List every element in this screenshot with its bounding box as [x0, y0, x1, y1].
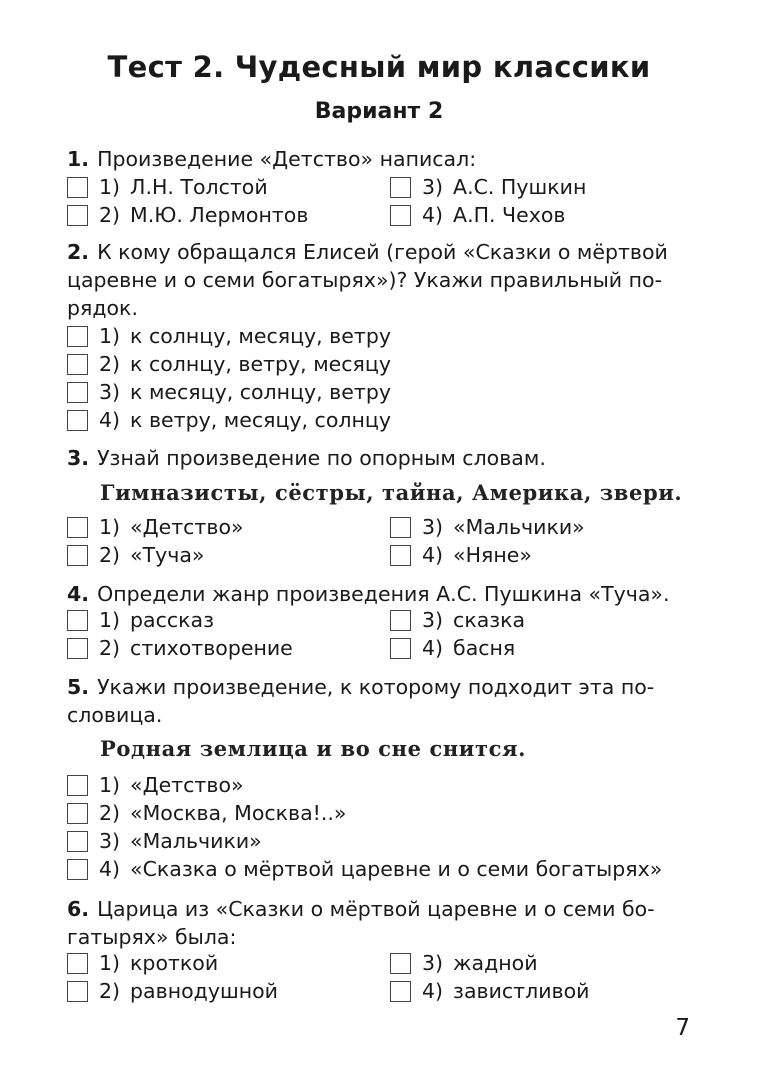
q6-option-1[interactable]: 1) кроткой	[67, 951, 218, 975]
q2-option-3[interactable]: 3) к месяцу, солнцу, ветру	[67, 380, 391, 404]
answer-checkbox[interactable]	[390, 205, 411, 226]
question-text: рядок.	[67, 296, 138, 320]
q3-option-3[interactable]: 3) «Мальчики»	[390, 515, 585, 539]
answer-checkbox[interactable]	[390, 953, 411, 974]
q5-option-3[interactable]: 3) «Мальчики»	[67, 829, 262, 853]
answer-checkbox[interactable]	[390, 177, 411, 198]
q3-option-1[interactable]: 1) «Детство»	[67, 515, 244, 539]
variant-heading: Вариант 2	[314, 99, 444, 124]
answer-checkbox[interactable]	[67, 803, 88, 824]
q4-option-1[interactable]: 1) рассказ	[67, 608, 214, 632]
answer-checkbox[interactable]	[67, 354, 88, 375]
q6-option-2[interactable]: 2) равнодушной	[67, 979, 278, 1003]
answer-checkbox[interactable]	[67, 410, 88, 431]
question-text: Произведение «Детство» написал:	[97, 147, 477, 171]
answer-checkbox[interactable]	[67, 638, 88, 659]
answer-checkbox[interactable]	[67, 517, 88, 538]
answer-checkbox[interactable]	[390, 545, 411, 566]
question-text: Определи жанр произведения А.С. Пушкина «Туча».	[97, 582, 670, 606]
q1-option-4[interactable]: 4) А.П. Чехов	[390, 203, 565, 227]
clue-words: Гимназисты, сёстры, тайна, Америка, звери.	[100, 480, 683, 505]
question-6	[67, 895, 693, 951]
q4-option-4[interactable]: 4) басня	[390, 636, 515, 660]
question-text: Царица из «Сказки о мёртвой царевне и о семи бо-	[97, 897, 655, 921]
q2-option-1[interactable]: 1) к солнцу, месяцу, ветру	[67, 324, 391, 348]
question-text: Укажи произведение, к которому подходит эта по-	[97, 675, 655, 699]
question-text: гатырях» была:	[67, 925, 237, 949]
q4-option-2[interactable]: 2) стихотворение	[67, 636, 293, 660]
question-text: словица.	[67, 703, 163, 727]
question-text: К кому обращался Елисей (герой «Сказки о мёртвой	[97, 240, 668, 264]
answer-checkbox[interactable]	[67, 831, 88, 852]
q3-option-4[interactable]: 4) «Няне»	[390, 543, 532, 567]
answer-checkbox[interactable]	[67, 382, 88, 403]
q1-option-2[interactable]: 2) М.Ю. Лермонтов	[67, 203, 308, 227]
answer-checkbox[interactable]	[390, 610, 411, 631]
answer-checkbox[interactable]	[67, 981, 88, 1002]
answer-checkbox[interactable]	[67, 953, 88, 974]
answer-checkbox[interactable]	[390, 517, 411, 538]
page-number: 7	[675, 1015, 690, 1041]
question-text: царевне и о семи богатырях»)? Укажи правильный по-	[67, 268, 662, 292]
answer-checkbox[interactable]	[67, 177, 88, 198]
question-3	[67, 444, 693, 472]
q5-option-4[interactable]: 4) «Сказка о мёртвой царевне и о семи богатырях»	[67, 857, 662, 881]
answer-checkbox[interactable]	[67, 859, 88, 880]
page-title: Тест 2. Чудесный мир классики	[107, 50, 651, 84]
question-number: 1.	[67, 147, 90, 171]
question-text: Узнай произведение по опорным словам.	[97, 446, 546, 470]
question-5	[67, 673, 693, 729]
q6-option-4[interactable]: 4) завистливой	[390, 979, 590, 1003]
q5-option-2[interactable]: 2) «Москва, Москва!..»	[67, 801, 346, 825]
question-number: 6.	[67, 897, 90, 921]
proverb: Родная землица и во сне снится.	[100, 736, 526, 761]
q4-option-3[interactable]: 3) сказка	[390, 608, 525, 632]
q1-option-3[interactable]: 3) А.С. Пушкин	[390, 175, 586, 199]
question-number: 2.	[67, 240, 90, 264]
q6-option-3[interactable]: 3) жадной	[390, 951, 538, 975]
question-1	[67, 145, 693, 173]
question-number: 3.	[67, 446, 90, 470]
q3-option-2[interactable]: 2) «Туча»	[67, 543, 204, 567]
answer-checkbox[interactable]	[390, 638, 411, 659]
answer-checkbox[interactable]	[67, 545, 88, 566]
answer-checkbox[interactable]	[67, 326, 88, 347]
question-number: 5.	[67, 675, 90, 699]
question-number: 4.	[67, 582, 90, 606]
answer-checkbox[interactable]	[390, 981, 411, 1002]
q2-option-4[interactable]: 4) к ветру, месяцу, солнцу	[67, 408, 391, 432]
question-4	[67, 580, 693, 608]
question-2	[67, 238, 693, 322]
answer-checkbox[interactable]	[67, 610, 88, 631]
answer-checkbox[interactable]	[67, 205, 88, 226]
q2-option-2[interactable]: 2) к солнцу, ветру, месяцу	[67, 352, 391, 376]
q1-option-1[interactable]: 1) Л.Н. Толстой	[67, 175, 268, 199]
q5-option-1[interactable]: 1) «Детство»	[67, 773, 244, 797]
answer-checkbox[interactable]	[67, 775, 88, 796]
